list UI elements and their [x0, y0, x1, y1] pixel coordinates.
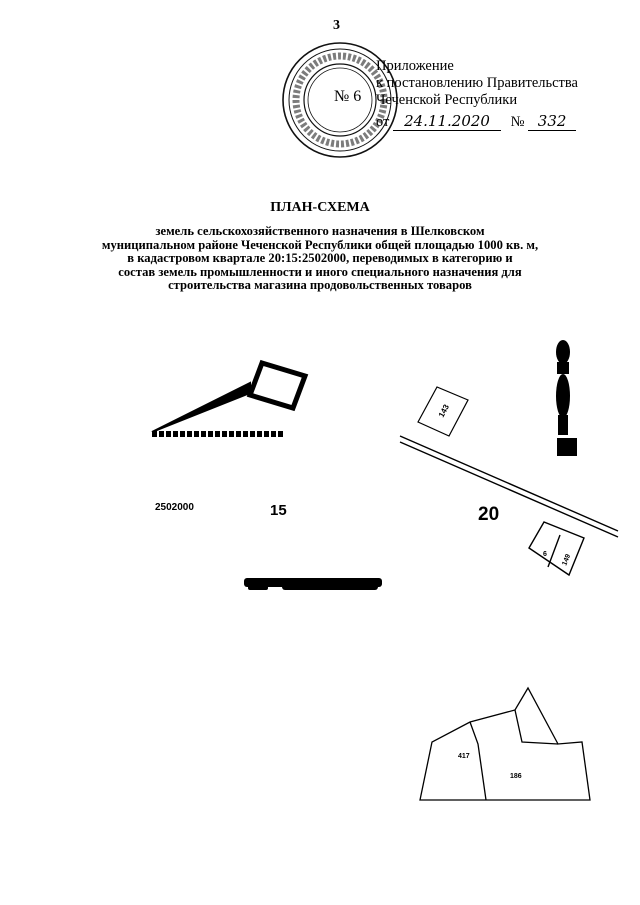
parcel-6-label: 6 [543, 551, 547, 558]
region-label: 20 [478, 504, 500, 525]
page-number: 3 [333, 18, 340, 33]
seal-number: № 6 [334, 88, 362, 105]
appendix-decree: к постановлению Правительства [376, 75, 578, 91]
decree-date: 24.11.2020 [393, 113, 501, 131]
road-line [400, 436, 618, 537]
parcel-149-label: 149 [561, 553, 573, 567]
street-name-blurred [244, 578, 382, 590]
parcels-417-186 [420, 688, 590, 800]
document-heading: ПЛАН-СХЕМА [270, 200, 370, 215]
parcel-417-label: 417 [458, 753, 470, 760]
dark-feature [556, 340, 577, 456]
target-parcel [152, 363, 305, 434]
date-prefix: от [376, 114, 390, 130]
number-prefix: № [510, 114, 525, 130]
appendix-title: Приложение [376, 58, 454, 74]
parcel-143-label: 143 [436, 402, 452, 419]
title-line-5: строительства магазина продовольственных товаров [168, 278, 472, 292]
parcels-6-149 [529, 522, 584, 575]
quarter-label: 2502000 [155, 502, 194, 513]
title-line-1: земель сельскохозяйственного назначения в Шелковском [155, 224, 485, 238]
title-line-3: в кадастровом квартале 20:15:2502000, переводимых в категорию и [127, 251, 513, 265]
parcel-186-label: 186 [510, 773, 522, 780]
district-label: 15 [270, 502, 287, 519]
appendix-republic: Чеченской Республики [376, 92, 518, 108]
title-line-4: состав земель промышленности и иного специального назначения для [118, 264, 522, 279]
title-line-2: муниципальном районе Чеченской Республики общей площадью 1000 кв. м, [101, 237, 539, 252]
decree-number: 332 [528, 113, 576, 131]
